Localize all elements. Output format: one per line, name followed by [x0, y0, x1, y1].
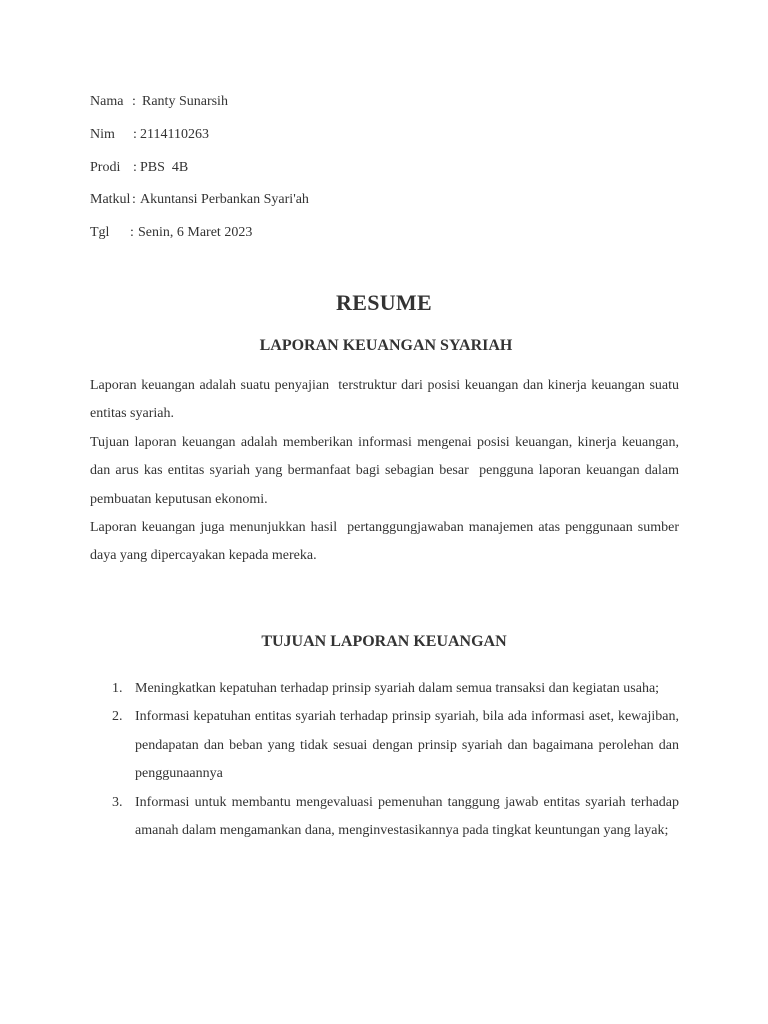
info-value: PBS 4B [140, 159, 189, 175]
list-item-text: Informasi untuk membantu mengevaluasi pemenuhan tanggung jawab entitas syariah terhadap amanah dalam mengamankan dana, menginvestasikannya pada tingkat keuntungan yang layak; [135, 794, 679, 839]
info-value: Senin, 6 Maret 2023 [138, 225, 253, 241]
info-row-tgl [90, 223, 690, 256]
info-separator: : [130, 225, 134, 241]
list-number: 1. [112, 681, 123, 696]
list-item [90, 675, 679, 703]
info-value: 2114110263 [140, 126, 209, 142]
list-item [90, 789, 679, 846]
info-row-nim [90, 125, 690, 158]
numbered-list [90, 675, 679, 845]
info-separator: : [132, 192, 136, 208]
info-label: Matkul [90, 192, 131, 208]
intro-paragraphs [90, 372, 686, 571]
info-separator: : [133, 159, 137, 175]
info-row-matkul [90, 190, 690, 223]
info-separator: : [133, 126, 137, 142]
info-value: Ranty Sunarsih [142, 94, 228, 109]
list-number: 3. [112, 794, 123, 810]
info-separator: : [132, 94, 136, 109]
info-label: Tgl [90, 225, 110, 241]
info-row-prodi [90, 158, 690, 191]
list-item-text: Informasi kepatuhan entitas syariah terhadap prinsip syariah, bila ada informasi aset, kewajiban, pendapatan dan beban yang tidak sesuai dengan prinsip syariah dan bagaimana perolehan dan penggunaannya [135, 709, 679, 782]
list-item [90, 703, 679, 788]
info-label: Nim [90, 126, 115, 142]
student-info [90, 92, 690, 256]
document-title: RESUME [336, 290, 432, 315]
paragraph: Laporan keuangan adalah suatu penyajian terstruktur dari posisi keuangan dan kinerja keuangan suatu entitas syariah. [90, 378, 683, 422]
list-number: 2. [112, 709, 123, 725]
document-subtitle: LAPORAN KEUANGAN SYARIAH [259, 337, 513, 354]
info-value: Akuntansi Perbankan Syari'ah [140, 192, 309, 208]
info-label: Nama [90, 94, 124, 109]
list-item-text: Meningkatkan kepatuhan terhadap prinsip syariah dalam semua transaksi dan kegiatan usaha; [135, 681, 660, 696]
paragraph: Laporan keuangan juga menunjukkan hasil pertanggungjawaban manajemen atas penggunaan sumber daya yang dipercayakan kepada mereka. [90, 520, 686, 564]
paragraph: Tujuan laporan keuangan adalah memberikan informasi mengenai posisi keuangan, kinerja keuangan, dan arus kas entitas syariah yang bermanfaat bagi sebagian besar pengguna laporan keuangan dalam pembuatan keputusan ekonomi. [90, 434, 683, 507]
section-heading: TUJUAN LAPORAN KEUANGAN [261, 633, 507, 650]
info-label: Prodi [90, 159, 121, 175]
info-row-nama [90, 92, 690, 125]
